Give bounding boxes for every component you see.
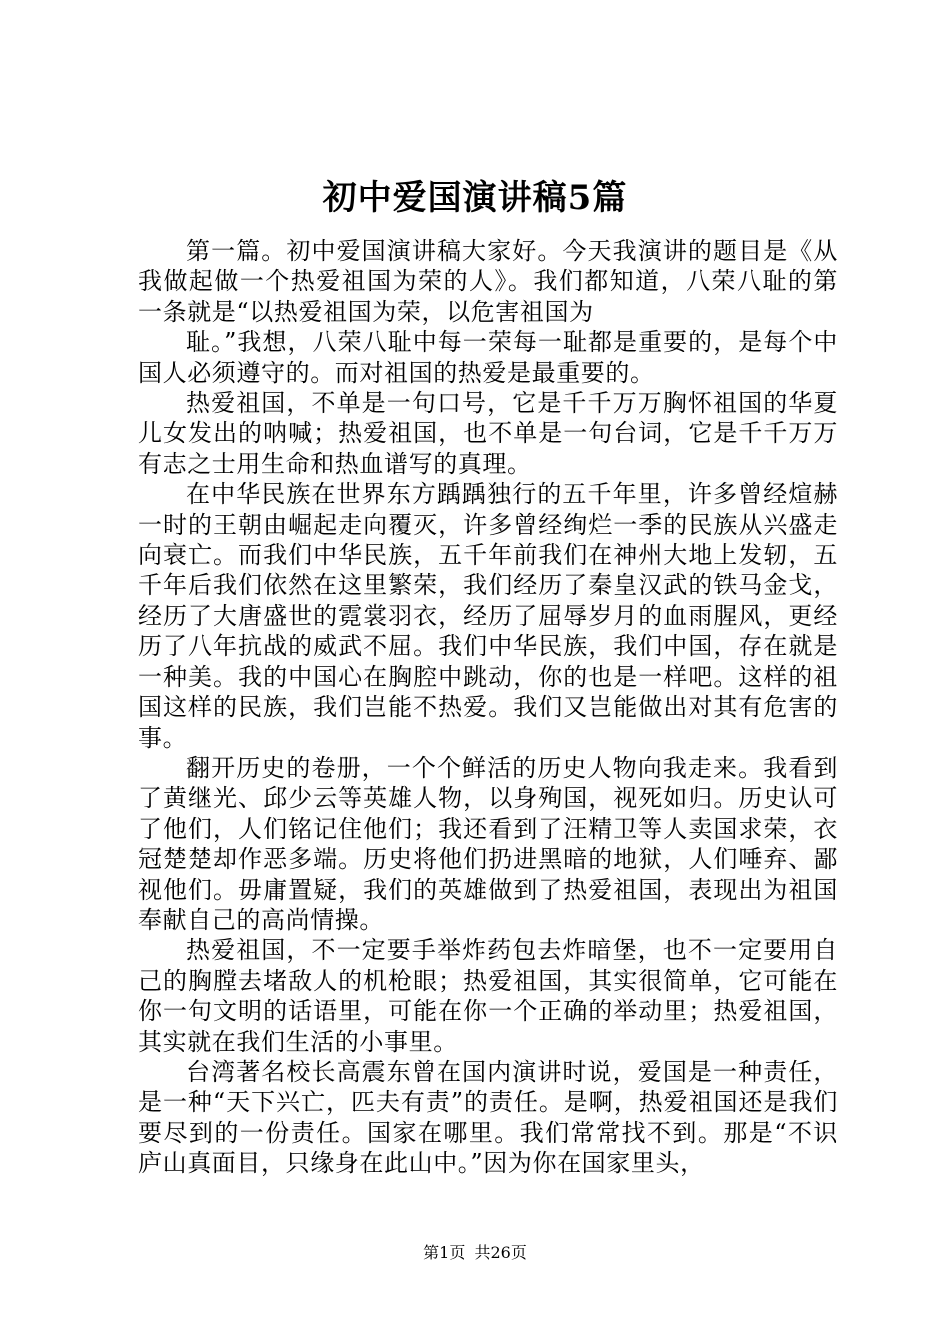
- paragraph: 在中华民族在世界东方踽踽独行的五千年里，许多曾经煊赫一时的王朝由崛起走向覆灭，许多曾经绚烂一季的民族从兴盛走向衰亡。而我们中华民族，五千年前我们在神州大地上发轫，五千年后我们依然在这里繁荣，我们经历了秦皇汉武的铁马金戈，经历了大唐盛世的霓裳羽衣，经历了屈辱岁月的血雨腥风，更经历了八年抗战的威武不屈。我们中华民族，我们中国，存在就是一种美。我的中国心在胸腔中跳动，你的也是一样吧。这样的祖国这样的民族，我们岂能不热爱。我们又岂能做出对其有危害的事。: [138, 480, 838, 752]
- document-body: [138, 236, 838, 1179]
- paragraph: 耻。”我想，八荣八耻中每一荣每一耻都是重要的，是每个中国人必须遵守的。而对祖国的热爱是最重要的。: [138, 328, 838, 387]
- document-title: 初中爱国演讲稿5篇: [322, 178, 628, 218]
- page-total: 共26页: [474, 1243, 527, 1262]
- paragraph: 台湾著名校长高震东曾在国内演讲时说，爱国是一种责任，是一种“天下兴亡，匹夫有责”的责任。是啊，热爱祖国还是我们要尽到的一份责任。国家在哪里。我们常常找不到。那是“不识庐山真面目，只缘身在此山中。”因为你在国家里头，: [138, 1057, 838, 1178]
- page-footer: [0, 1243, 950, 1263]
- paragraph: 热爱祖国，不一定要手举炸药包去炸暗堡，也不一定要用自己的胸膛去堵敌人的机枪眼；热爱祖国，其实很简单，它可能在你一句文明的话语里，可能在你一个正确的举动里；热爱祖国，其实就在我们生活的小事里。: [138, 936, 838, 1056]
- page-number: 第1页: [423, 1243, 466, 1262]
- paragraph: 第一篇。初中爱国演讲稿大家好。今天我演讲的题目是《从我做起做一个热爱祖国为荣的人》。我们都知道，八荣八耻的第一条就是“以热爱祖国为荣，以危害祖国为: [138, 237, 838, 326]
- paragraph: 翻开历史的卷册，一个个鲜活的历史人物向我走来。我看到了黄继光、邱少云等英雄人物，以身殉国，视死如归。历史认可了他们，人们铭记住他们；我还看到了汪精卫等人卖国求荣，衣冠楚楚却作恶多端。历史将他们扔进黑暗的地狱，人们唾弃、鄙视他们。毋庸置疑，我们的英雄做到了热爱祖国，表现出为祖国奉献自己的高尚情操。: [138, 753, 838, 934]
- paragraph: 热爱祖国，不单是一句口号，它是千千万万胸怀祖国的华夏儿女发出的呐喊；热爱祖国，也不单是一句台词，它是千千万万有志之士用生命和热血谱写的真理。: [138, 389, 838, 478]
